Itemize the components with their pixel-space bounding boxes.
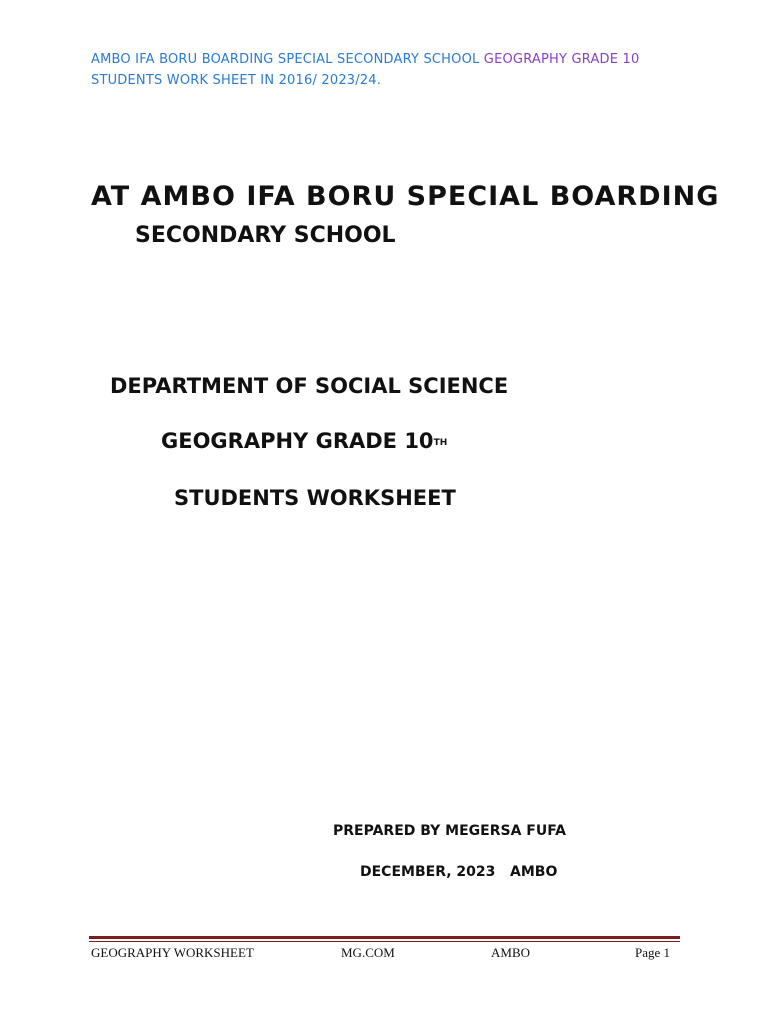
page-footer [0,944,768,964]
date-place: DECEMBER, 2023 AMBO [360,864,558,880]
header-line-1 [91,49,691,70]
footer-place: AMBO [491,945,531,960]
header-grade: GRADE 10 [571,52,640,67]
school-title-line-1: AT AMBO IFA BORU SPECIAL BOARDING [91,181,720,212]
prepared-by: PREPARED BY MEGERSA FUFA [333,823,567,839]
header-line-2: STUDENTS WORK SHEET IN 2016/ 2023/24. [91,73,382,88]
worksheet-heading: STUDENTS WORKSHEET [174,486,456,510]
footer-page-number: Page 1 [635,945,671,960]
grade-heading [161,423,447,459]
school-title-line-2: SECONDARY SCHOOL [135,223,396,248]
department-heading: DEPARTMENT OF SOCIAL SCIENCE [110,374,509,398]
grade-text: GEOGRAPHY GRADE 10 [161,429,434,453]
footer-divider-thick [89,936,680,939]
header-school-name: AMBO IFA BORU BOARDING SPECIAL SECONDARY SCHOOL [91,52,484,67]
running-header [91,49,691,91]
school-title [91,178,720,256]
footer-divider-thin [89,941,680,942]
footer-site: MG.COM [341,945,395,960]
header-subject: GEOGRAPHY [483,52,572,67]
footer-title: GEOGRAPHY WORKSHEET [91,945,254,960]
grade-superscript: TH [433,438,448,448]
